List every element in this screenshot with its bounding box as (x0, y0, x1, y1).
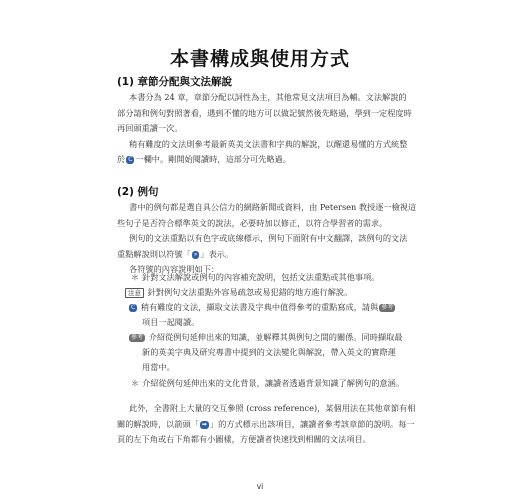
body-text: 重點解說則以符號「 (117, 248, 191, 259)
item-text: 項目一起閱讀。 (142, 317, 200, 327)
reference-badge-icon: 參考 (381, 304, 394, 311)
body-line (117, 247, 417, 263)
page-title: 本書構成與使用方式 (169, 48, 350, 70)
asterisk-icon: ＊ (130, 378, 140, 388)
c-badge-icon: C (131, 304, 136, 311)
arrow-icon: ➡ (201, 420, 207, 428)
body-text: 關的解說時，以箭頭「 (117, 418, 199, 429)
item-text: 針對例句文法重點外容易疏忽或易犯錯的地方進行解說。 (147, 287, 353, 297)
body-line: 稍有難度的文法則參考最新英美文法書和字典的解說，以醒還易懂的方式統整 (129, 138, 408, 149)
body-line: 此外，全書附上大量的交互參照 (cross reference)，某個用法在其他章節有相 (129, 403, 416, 413)
body-line: 部分請和例句對照著看，遇到不懂的地方可以做記號然後先略過，學到一定程度時 (117, 107, 412, 118)
c-badge-icon: C (128, 156, 133, 164)
section-1-heading: (1) 章節分配與文法解說 (117, 76, 233, 88)
list-item (128, 332, 402, 343)
mark-symbol-icon: » (193, 250, 198, 258)
body-line: 再回頭重讀一次。 (117, 123, 183, 134)
section-2-body (117, 200, 417, 278)
item-text: 用當中。 (142, 362, 175, 372)
body-line: 例句的文法重點以有色字或底線標示，例句下面附有中文翻譯，該例句的文法 (129, 233, 408, 244)
list-item (128, 272, 379, 283)
body-line (117, 152, 417, 168)
body-line: 各符號的內容說明如下： (129, 264, 220, 275)
body-line: 些句子是否符合標準英文的說法，必要時加以修正，以符合學習者的需求。 (117, 217, 388, 228)
reference-badge-icon: 參考 (131, 334, 144, 341)
section-2-heading: (2) 例句 (117, 186, 159, 198)
body-text: 一欄中。剛開始閱讀時，這部分可先略過。 (135, 154, 291, 165)
body-text: 」表示。 (200, 248, 234, 259)
body-line (117, 417, 417, 433)
body-text: 」的方式標示出該項目，讓讀者參考該章節的說明。每一 (209, 418, 415, 429)
closing-paragraph (117, 401, 417, 448)
list-item (128, 302, 396, 313)
section-1-body (117, 90, 417, 168)
asterisk-icon: ＊ (130, 272, 140, 282)
caution-badge-icon: 注意 (125, 288, 144, 298)
item-text: 介紹從例句延伸出來的知識，並解釋其與例句之間的關係。同時擷取最 (148, 332, 403, 342)
body-line: 書中的例句都是選自具公信力的網路新聞或資料，由 Petersen 教授逐一檢視這 (129, 202, 417, 212)
body-text: 於 (117, 154, 126, 165)
body-line: 頁的左下角或右下角都有小圖樣，方便讀者快速找到相關的文法項目。 (117, 434, 371, 445)
item-text: 新的英美字典及研究專書中提到的文法變化與解說，帶入英文的實際運 (142, 347, 396, 357)
page-number: vi (256, 482, 264, 491)
list-item (128, 378, 404, 389)
body-line: 本書分為 24 章，章節分配以詞性為主，其他常見文法項目為輔。文法解說的 (129, 92, 407, 102)
item-text: 介紹從例句延伸出來的文化背景，讓讀者透過背景知識了解例句的意涵。 (142, 378, 405, 388)
item-text: 稍有難度的文法，擷取文法書及字典中值得參考的重點寫成，請與 (140, 302, 379, 312)
list-item (124, 287, 352, 298)
item-text: 針對文法解說或例句的內容補充說明，包括文法重點或其他事項。 (142, 272, 380, 282)
